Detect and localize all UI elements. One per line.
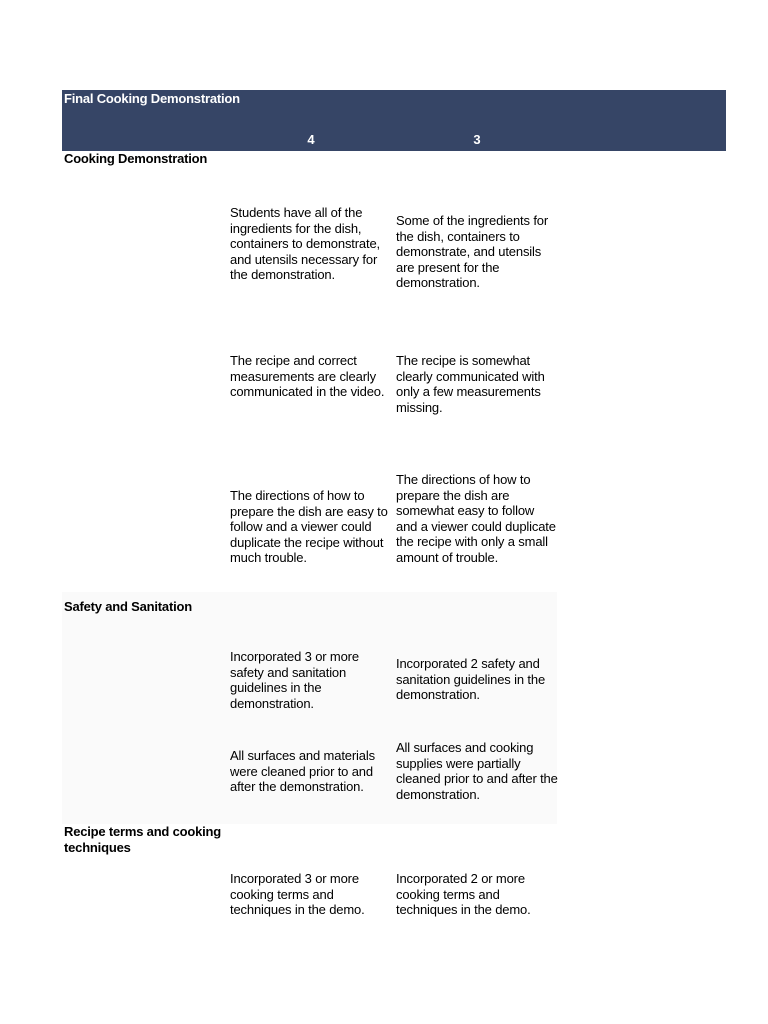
criterion-cell-score-3: All surfaces and cooking supplies were partially cleaned prior to and after the demonstration. [396,740,558,802]
criterion-cell-score-3: The directions of how to prepare the dish are somewhat easy to follow and a viewer could duplicate the recipe with only a small amount of trouble. [396,472,556,565]
rubric-header [62,90,726,151]
rubric-title: Final Cooking Demonstration [64,91,240,106]
column-header-score-4: 4 [307,132,315,147]
section-label-recipe-terms: Recipe terms and cooking techniques [64,824,222,855]
criterion-cell-score-3: Incorporated 2 safety and sanitation guidelines in the demonstration. [396,656,546,702]
criterion-cell-score-4: The directions of how to prepare the dish are easy to follow and a viewer could duplicate the recipe without much trouble. [230,488,388,565]
criterion-cell-score-4: Incorporated 3 or more safety and sanitation guidelines in the demonstration. [230,649,359,711]
criterion-cell-score-4: Incorporated 3 or more cooking terms and techniques in the demo. [230,871,365,917]
section-label-cooking-demonstration: Cooking Demonstration [64,151,208,166]
criterion-cell-score-3: Some of the ingredients for the dish, containers to demonstrate, and utensils are present for the demonstration. [396,213,549,290]
criterion-cell-score-4: Students have all of the ingredients for the dish, containers to demonstrate, and utensils necessary for the demonstration. [230,205,381,282]
criterion-cell-score-3: The recipe is somewhat clearly communicated with only a few measurements missing. [396,353,545,415]
criterion-cell-score-4: The recipe and correct measurements are clearly communicated in the video. [230,353,385,399]
section-label-safety-and-sanitation: Safety and Sanitation [64,599,192,614]
column-header-score-3: 3 [473,132,481,147]
criterion-cell-score-3: Incorporated 2 or more cooking terms and techniques in the demo. [396,871,531,917]
criterion-cell-score-4: All surfaces and materials were cleaned prior to and after the demonstration. [230,748,375,794]
